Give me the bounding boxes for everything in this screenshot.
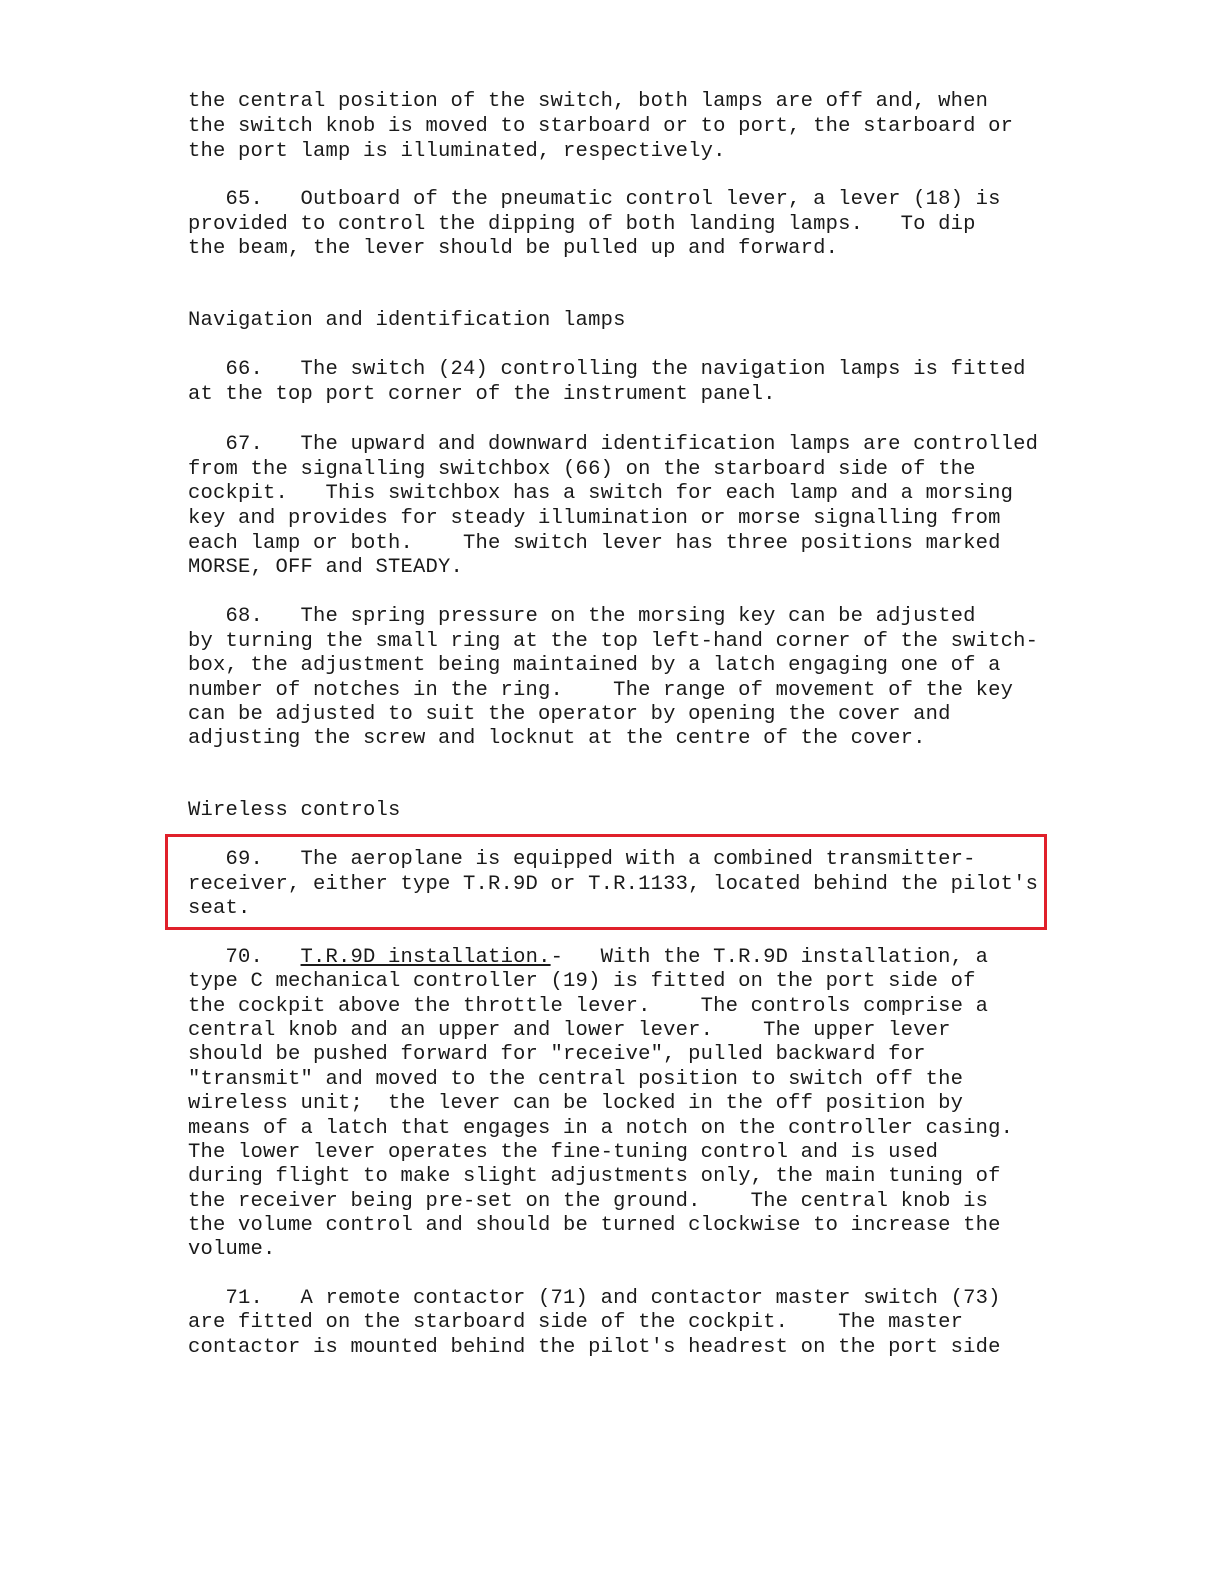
p67-line-6: MORSE, OFF and STEADY. [188,556,464,579]
p70-line-3: the cockpit above the throttle lever. The controls comprise a [188,995,989,1018]
p65-line-2: provided to control the dipping of both landing lamps. To dip [188,213,976,236]
p71-line-1: 71. A remote contactor (71) and contactor master switch (73) [188,1287,1001,1310]
p70-line-4: central knob and an upper and lower lever. The upper lever [188,1019,951,1042]
p67-line-1: 67. The upward and downward identification lamps are controlled [188,433,1039,456]
p65-line-1: 65. Outboard of the pneumatic control lever, a lever (18) is [188,188,1001,211]
p70-line-12: the volume control and should be turned clockwise to increase the [188,1214,1001,1237]
p70-line-10: during flight to make slight adjustments only, the main tuning of [188,1165,1001,1188]
p70-line-7: wireless unit; the lever can be locked in the off position by [188,1092,964,1115]
p70-line-8: means of a latch that engages in a notch on the controller casing. [188,1117,1014,1140]
p70-line-6: "transmit" and moved to the central position to switch off the [188,1068,964,1091]
p69-line-3: seat. [188,897,251,920]
section-heading-navigation: Navigation and identification lamps [188,309,626,332]
p68-line-6: adjusting the screw and locknut at the centre of the cover. [188,727,926,750]
p70-first-rest: - With the T.R.9D installation, a [550,946,989,969]
p68-line-5: can be adjusted to suit the operator by opening the cover and [188,703,951,726]
p67-line-2: from the signalling switchbox (66) on the starboard side of the [188,458,976,481]
p69-line-2: receiver, either type T.R.9D or T.R.1133, located behind the pilot's [188,873,1039,896]
p71-line-2: are fitted on the starboard side of the cockpit. The master [188,1311,964,1334]
p67-line-3: cockpit. This switchbox has a switch for each lamp and a morsing [188,482,1014,505]
p68-line-4: number of notches in the ring. The range of movement of the key [188,679,1014,702]
section-heading-wireless: Wireless controls [188,799,401,822]
p70-line-2: type C mechanical controller (19) is fitted on the port side of [188,970,976,993]
p70-line-5: should be pushed forward for "receive", pulled backward for [188,1043,926,1066]
p66-line-1: 66. The switch (24) controlling the navigation lamps is fitted [188,358,1026,381]
p65-line-3: the beam, the lever should be pulled up and forward. [188,237,839,260]
p70-title: T.R.9D installation. [300,946,551,969]
p70-number: 70. [188,946,301,969]
p66-line-2: at the top port corner of the instrument panel. [188,383,776,406]
p68-line-2: by turning the small ring at the top left-hand corner of the switch- [188,630,1039,653]
p67-line-5: each lamp or both. The switch lever has three positions marked [188,532,1001,555]
p67-line-4: key and provides for steady illumination or morse signalling from [188,507,1001,530]
p68-line-1: 68. The spring pressure on the morsing key can be adjusted [188,605,976,628]
p64-line-2: the switch knob is moved to starboard or to port, the starboard or [188,115,1014,138]
p64-line-3: the port lamp is illuminated, respectively. [188,140,726,163]
p69-line-1: 69. The aeroplane is equipped with a combined transmitter- [188,848,976,871]
p70-line-13: volume. [188,1238,276,1261]
p70-line-11: the receiver being pre-set on the ground. The central knob is [188,1190,989,1213]
p70-line-9: The lower lever operates the fine-tuning control and is used [188,1141,939,1164]
p68-line-3: box, the adjustment being maintained by a latch engaging one of a [188,654,1001,677]
p70-line-1 [188,946,988,971]
p64-line-1: the central position of the switch, both lamps are off and, when [188,90,989,113]
p71-line-3: contactor is mounted behind the pilot's headrest on the port side [188,1336,1001,1359]
